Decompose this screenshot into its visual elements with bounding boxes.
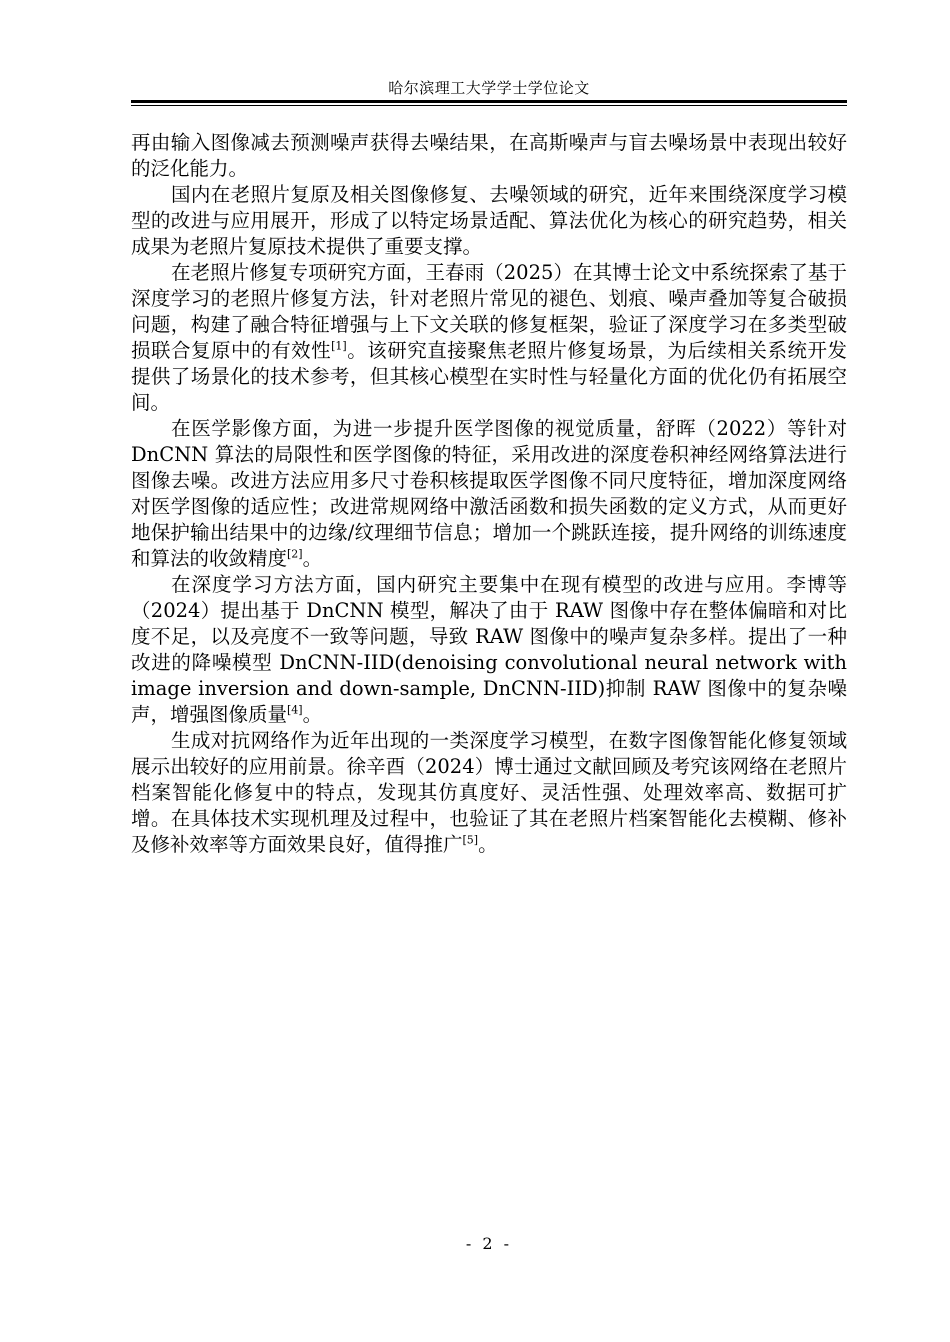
page-number: - 2 - [465,1234,513,1253]
paragraph-text: 在老照片修复专项研究方面，王春雨（2025）在其博士论文中系统探索了基于深度学习的老照片修复方法，针对老照片常见的褪色、划痕、噪声叠加等复合破损问题，构建了融合特征增强与上下文关联的修复框架，验证了深度学习在多类型破损联合复原中的有效性 [131,261,847,362]
paragraph [131,416,847,572]
paragraph-text-tail: 。 [478,833,498,856]
paragraph-text: 再由输入图像减去预测噪声获得去噪结果，在高斯噪声与盲去噪场景中表现出较好的泛化能力。 [131,131,847,180]
paragraph [131,728,847,858]
paragraph-text-tail: 。该研究直接聚焦老照片修复场景，为后续相关系统开发提供了场景化的技术参考，但其核心模型在实时性与轻量化方面的优化仍有拓展空间。 [131,339,847,414]
body-text [131,130,847,858]
citation-ref: [4] [287,703,303,717]
paragraph-text: 在深度学习方法方面，国内研究主要集中在现有模型的改进与应用。李博等（2024）提出基于 DnCNN 模型，解决了由于 RAW 图像中存在整体偏暗和对比度不足，以及亮度不一致等问题，导致 RAW 图像中的噪声复杂多样。提出了一种改进的降噪模型 DnCNN-IID(denoising convolutional neural network with image inversion and down-sample, DnCNN-IID)抑制 RAW 图像中的复杂噪声，增强图像质量 [131,573,847,726]
paragraph [131,572,847,728]
paragraph-text: 生成对抗网络作为近年出现的一类深度学习模型，在数字图像智能化修复领域展示出较好的应用前景。徐辛酉（2024）博士通过文献回顾及考究该网络在老照片档案智能化修复中的特点，发现其仿真度好、灵活性强、处理效率高、数据可扩增。在具体技术实现机理及过程中，也验证了其在老照片档案智能化去模糊、修补及修补效率等方面效果良好，值得推广 [131,729,847,856]
paragraph-text: 在医学影像方面，为进一步提升医学图像的视觉质量，舒晖（2022）等针对 DnCNN 算法的局限性和医学图像的特征，采用改进的深度卷积神经网络算法进行图像去噪。改进方法应用多尺寸卷积核提取医学图像不同尺度特征，增加深度网络对医学图像的适应性；改进常规网络中激活函数和损失函数的定义方式，从而更好地保护输出结果中的边缘/纹理细节信息；增加一个跳跃连接，提升网络的训练速度和算法的收敛精度 [131,417,847,570]
running-header: 哈尔滨理工大学学士学位论文 [388,79,590,97]
paragraph [131,182,847,260]
paragraph-text-tail: 。 [302,547,323,570]
citation-ref: [5] [462,833,479,847]
header-rule-thin [131,105,847,106]
paragraph-text-tail: 。 [302,703,323,726]
citation-ref: [2] [287,547,303,561]
paragraph-text: 国内在老照片复原及相关图像修复、去噪领域的研究，近年来围绕深度学习模型的改进与应用展开，形成了以特定场景适配、算法优化为核心的研究趋势，相关成果为老照片复原技术提供了重要支撑。 [131,183,847,258]
header-rule [131,100,847,103]
paragraph [131,130,847,182]
citation-ref: [1] [331,339,347,353]
paragraph [131,260,847,416]
